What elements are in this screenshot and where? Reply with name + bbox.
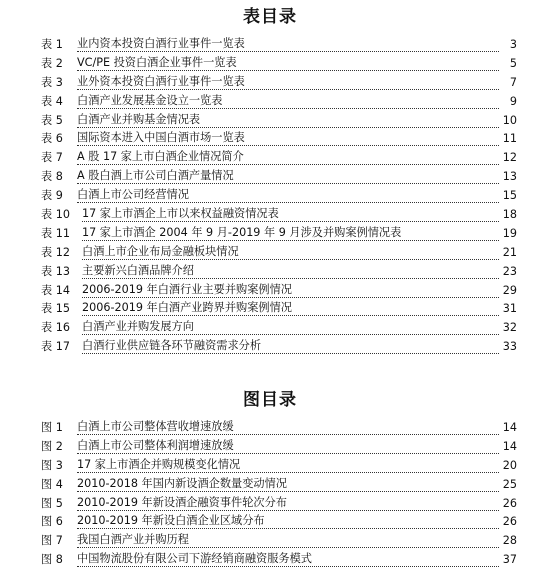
entry-title: A 股 17 家上市白酒企业情况简介 <box>77 150 244 164</box>
toc-entry[interactable] <box>41 55 517 74</box>
toc-entry[interactable] <box>41 130 517 149</box>
toc-entry[interactable] <box>41 495 517 514</box>
entry-title-leader <box>77 36 499 52</box>
entry-page-number: 13 <box>502 170 517 184</box>
figure-list <box>41 419 517 570</box>
entry-number: 表 8 <box>41 170 63 184</box>
entry-title-leader <box>77 476 499 492</box>
toc-entry[interactable] <box>41 244 517 263</box>
entry-title: 白酒行业供应链各环节融资需求分析 <box>82 339 262 353</box>
entry-page-number: 19 <box>502 226 517 240</box>
entry-number: 图 5 <box>41 496 63 510</box>
toc-entry[interactable] <box>41 263 517 282</box>
entry-number: 表 1 <box>41 38 63 51</box>
entry-number: 表 6 <box>41 132 63 146</box>
toc-entry[interactable] <box>41 300 517 319</box>
toc-entry[interactable] <box>41 513 517 532</box>
entry-title-leader <box>82 319 499 335</box>
entry-title-leader <box>82 338 499 354</box>
toc-entry[interactable] <box>41 36 517 55</box>
entry-title: 17 家上市酒企并购规模变化情况 <box>77 457 241 471</box>
toc-entry[interactable] <box>41 457 517 476</box>
entry-title-leader <box>77 187 499 203</box>
entry-title: A 股白酒上市公司白酒产量情况 <box>77 169 234 183</box>
entry-page-number: 31 <box>502 302 517 316</box>
entry-number: 表 2 <box>41 56 63 70</box>
figure-list-heading: 图目录 <box>243 390 297 410</box>
entry-title: 我国白酒产业并购历程 <box>77 533 189 547</box>
entry-title-leader <box>82 225 499 241</box>
entry-title-leader <box>77 130 499 146</box>
entry-page-number: 23 <box>502 264 517 278</box>
toc-entry[interactable] <box>41 338 517 357</box>
entry-number: 表 13 <box>41 264 70 278</box>
toc-entry[interactable] <box>41 187 517 206</box>
entry-page-number: 21 <box>502 245 517 259</box>
entry-page-number: 33 <box>502 340 517 354</box>
entry-page-number: 25 <box>502 477 517 491</box>
entry-title-leader <box>77 419 499 435</box>
entry-page-number: 7 <box>509 75 517 89</box>
entry-title-leader <box>77 551 499 567</box>
entry-page-number: 28 <box>502 534 517 548</box>
entry-page-number: 26 <box>502 515 517 529</box>
entry-number: 图 6 <box>41 515 63 529</box>
entry-number: 表 15 <box>41 302 70 316</box>
entry-title-leader <box>77 532 499 548</box>
entry-title: 白酒产业并购基金情况表 <box>77 112 201 126</box>
entry-title: 2010-2019 年新设白酒企业区域分布 <box>77 514 265 528</box>
entry-title-leader <box>77 74 499 90</box>
toc-entry[interactable] <box>41 74 517 93</box>
entry-title: 主要新兴白酒品牌介绍 <box>82 263 194 277</box>
entry-page-number: 32 <box>502 321 517 335</box>
entry-title: 17 家上市酒企 2004 年 9 月-2019 年 9 月涉及并购案例情况表 <box>82 225 402 239</box>
entry-page-number: 15 <box>502 189 517 203</box>
entry-title: 白酒上市公司整体营收增速放缓 <box>77 420 234 433</box>
toc-entry[interactable] <box>41 319 517 338</box>
entry-number: 表 3 <box>41 75 63 89</box>
entry-number: 图 7 <box>41 534 63 548</box>
entry-page-number: 9 <box>509 94 517 108</box>
table-list <box>41 36 517 357</box>
entry-number: 表 14 <box>41 283 70 297</box>
toc-entry[interactable] <box>41 149 517 168</box>
entry-page-number: 10 <box>502 113 517 127</box>
entry-number: 表 16 <box>41 321 70 335</box>
entry-title: 业内资本投资白酒行业事件一览表 <box>77 37 245 50</box>
entry-page-number: 5 <box>509 56 517 70</box>
entry-title-leader <box>77 438 499 454</box>
toc-entry[interactable] <box>41 532 517 551</box>
entry-number: 表 7 <box>41 151 63 165</box>
entry-page-number: 20 <box>502 458 517 472</box>
entry-title-leader <box>77 112 499 128</box>
entry-page-number: 26 <box>502 496 517 510</box>
toc-entry[interactable] <box>41 476 517 495</box>
toc-entry[interactable] <box>41 206 517 225</box>
entry-title: 白酒上市公司经营情况 <box>77 188 189 202</box>
entry-title: 国际资本进入中国白酒市场一览表 <box>77 131 245 145</box>
entry-title: 白酒产业发展基金设立一览表 <box>77 93 223 107</box>
entry-page-number: 18 <box>502 208 517 222</box>
entry-number: 表 4 <box>41 94 63 108</box>
entry-page-number: 12 <box>502 151 517 165</box>
entry-number: 图 1 <box>41 421 63 434</box>
toc-entry[interactable] <box>41 168 517 187</box>
entry-title-leader <box>82 282 499 298</box>
entry-title-leader <box>77 457 499 473</box>
entry-title-leader <box>77 168 499 184</box>
entry-number: 图 8 <box>41 553 63 567</box>
entry-title: 白酒上市企业布局金融板块情况 <box>82 244 239 258</box>
entry-title: 2010-2019 年新设酒企融资事件轮次分布 <box>77 495 287 509</box>
entry-number: 表 5 <box>41 113 63 127</box>
entry-title: 中国物流股份有限公司下游经销商融资服务模式 <box>77 552 312 566</box>
entry-number: 表 11 <box>41 226 70 240</box>
entry-title: 2010-2018 年国内新设酒企数量变动情况 <box>77 476 287 490</box>
toc-entry[interactable] <box>41 551 517 570</box>
entry-number: 表 17 <box>41 340 70 354</box>
entry-number: 表 12 <box>41 245 70 259</box>
entry-title-leader <box>77 495 499 511</box>
entry-page-number: 3 <box>509 38 517 51</box>
toc-entry[interactable] <box>41 112 517 131</box>
entry-title-leader <box>82 206 499 222</box>
entry-title-leader <box>82 263 499 279</box>
entry-page-number: 11 <box>502 132 517 146</box>
entry-title: 白酒产业并购发展方向 <box>82 320 194 334</box>
entry-title-leader <box>77 513 499 529</box>
entry-title: 业外资本投资白酒行业事件一览表 <box>77 74 245 88</box>
entry-title: VC/PE 投资白酒企业事件一览表 <box>77 55 237 69</box>
entry-number: 表 9 <box>41 189 63 203</box>
entry-number: 表 10 <box>41 208 70 222</box>
entry-title: 2006-2019 年白酒产业跨界并购案例情况 <box>82 301 292 315</box>
entry-number: 图 4 <box>41 477 63 491</box>
entry-number: 图 2 <box>41 439 63 453</box>
entry-title-leader <box>82 244 499 260</box>
table-list-heading: 表目录 <box>243 7 297 27</box>
toc-entry[interactable] <box>41 438 517 457</box>
toc-entry[interactable] <box>41 225 517 244</box>
toc-entry[interactable] <box>41 282 517 301</box>
entry-page-number: 14 <box>502 421 517 434</box>
entry-page-number: 37 <box>502 553 517 567</box>
entry-number: 图 3 <box>41 458 63 472</box>
toc-entry[interactable] <box>41 93 517 112</box>
entry-title: 2006-2019 年白酒行业主要并购案例情况 <box>82 282 292 296</box>
entry-title-leader <box>77 93 499 109</box>
entry-title-leader <box>77 149 499 165</box>
entry-title: 17 家上市酒企上市以来权益融资情况表 <box>82 207 279 221</box>
entry-title-leader <box>77 55 499 71</box>
entry-title: 白酒上市公司整体利润增速放缓 <box>77 438 234 452</box>
entry-page-number: 29 <box>502 283 517 297</box>
entry-page-number: 14 <box>502 439 517 453</box>
toc-entry[interactable] <box>41 419 517 438</box>
entry-title-leader <box>82 300 499 316</box>
